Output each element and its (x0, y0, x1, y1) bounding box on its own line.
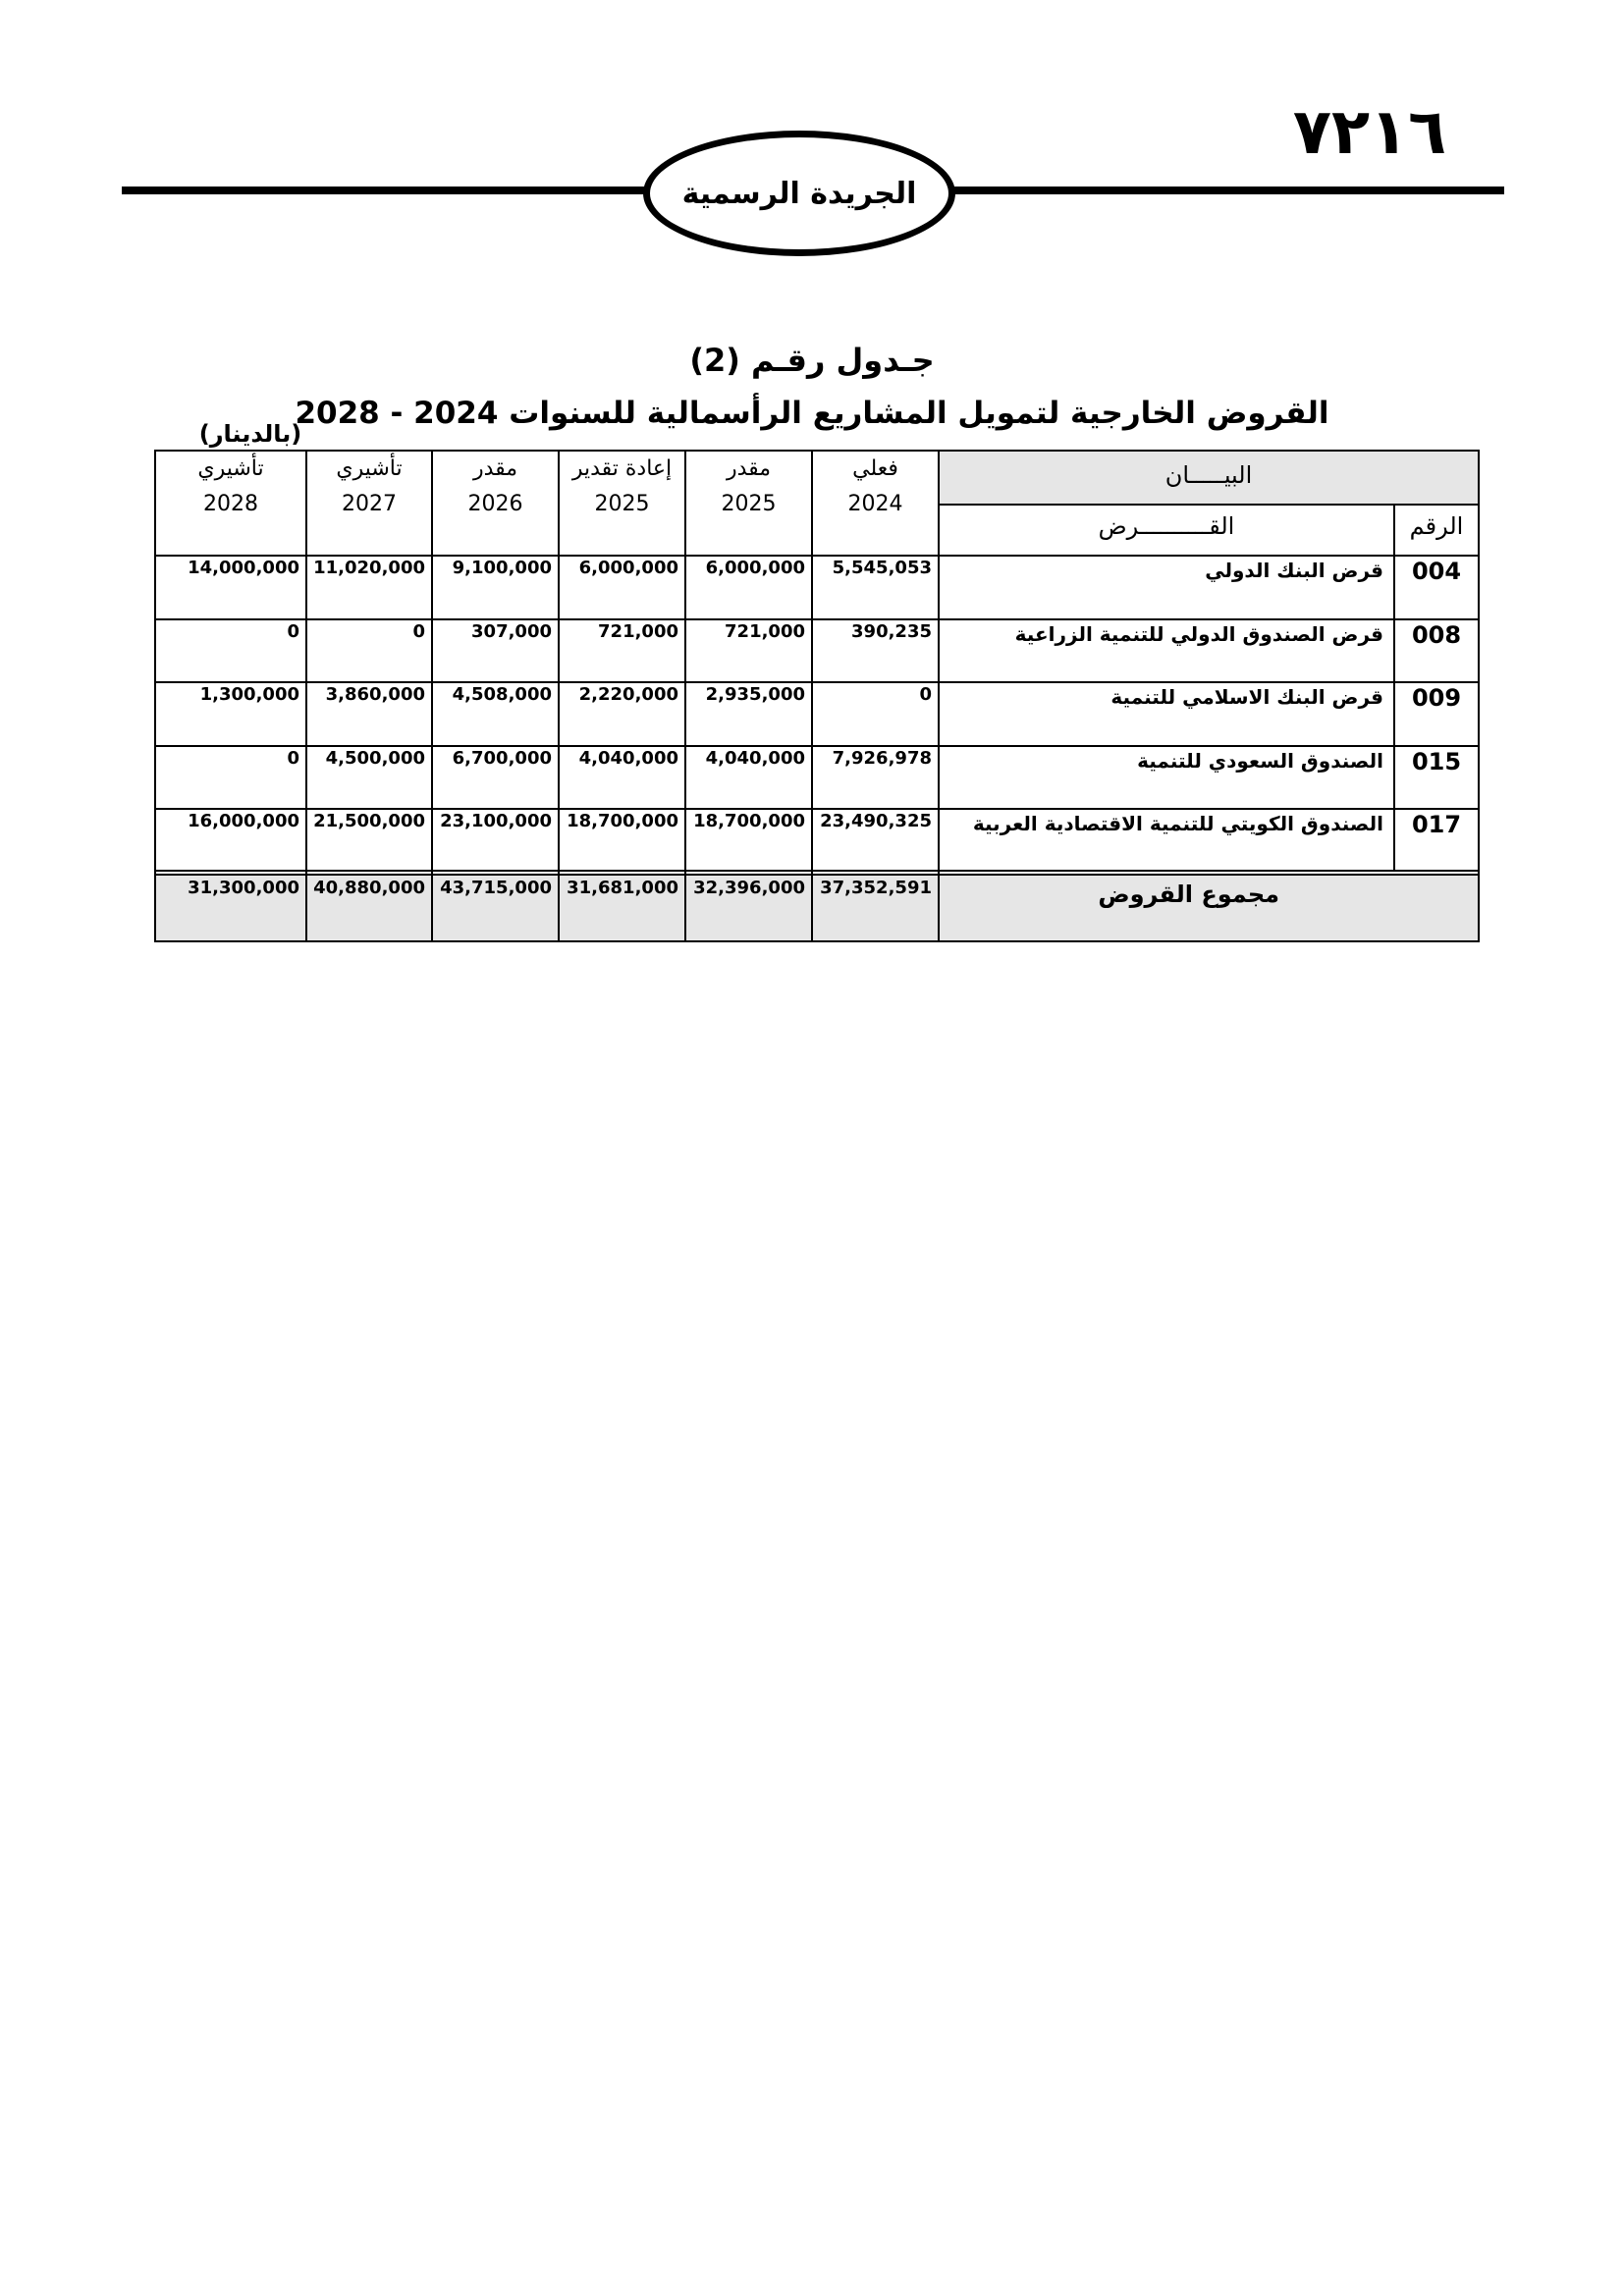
loan-header: القــــــــــرض (1098, 512, 1235, 540)
value-2026: 4,508,000 (452, 684, 552, 705)
value-2025-est: 6,000,000 (705, 558, 805, 578)
loan-code: 017 (1411, 811, 1462, 838)
value-2025-est: 721,000 (725, 621, 805, 642)
col-header-year: 2028 (203, 492, 258, 516)
loan-name: قرض الصندوق الدولي للتنمية الزراعية (1014, 622, 1383, 646)
statement-header: البيـــــان (1164, 461, 1253, 489)
total-divider (154, 870, 1480, 872)
header-divider (938, 504, 1480, 506)
col-header-year: 2025 (594, 492, 650, 516)
value-2028: 0 (287, 621, 299, 642)
value-2024: 23,490,325 (820, 811, 932, 831)
total-2024: 37,352,591 (820, 878, 932, 898)
total-2025-reest: 31,681,000 (567, 878, 678, 898)
value-2024: 5,545,053 (832, 558, 932, 578)
col-header-label: تأشيري (336, 456, 403, 481)
value-2026: 9,100,000 (452, 558, 552, 578)
value-2027: 0 (412, 621, 425, 642)
total-2027: 40,880,000 (313, 878, 425, 898)
loan-code: 009 (1411, 684, 1462, 712)
value-2028: 1,300,000 (199, 684, 299, 705)
value-2025-est: 18,700,000 (693, 811, 805, 831)
row-divider (154, 681, 1480, 683)
col-header-year: 2027 (342, 492, 397, 516)
loan-name: قرض البنك الدولي (1205, 559, 1383, 582)
value-2024: 0 (919, 684, 932, 705)
gazette-name: الجريدة الرسمية (681, 176, 917, 211)
value-2025-est: 2,935,000 (705, 684, 805, 705)
col-header-label: إعادة تقدير (571, 456, 673, 481)
loan-name: قرض البنك الاسلامي للتنمية (1110, 685, 1383, 709)
table-border-top (154, 450, 1480, 452)
page-number: ٧٢١٦ (1292, 96, 1447, 169)
code-header: الرقم (1409, 512, 1464, 540)
value-2025-reest: 18,700,000 (567, 811, 678, 831)
value-2025-reest: 4,040,000 (578, 748, 678, 769)
value-2027: 21,500,000 (313, 811, 425, 831)
value-2027: 3,860,000 (325, 684, 425, 705)
row-divider (154, 745, 1480, 747)
table-subtitle: القروض الخارجية لتمويل المشاريع الرأسمالية للسنوات 2024 - 2028 (295, 396, 1329, 431)
gazette-name-oval (643, 131, 955, 256)
value-2025-est: 4,040,000 (705, 748, 805, 769)
table-border-bottom (154, 940, 1480, 942)
table-border-right (1478, 450, 1480, 942)
header-bottom (154, 555, 1480, 557)
col-header-year: 2024 (847, 492, 903, 516)
col-header-year: 2025 (721, 492, 777, 516)
total-divider-inner (154, 874, 1480, 876)
value-2026: 307,000 (471, 621, 552, 642)
row-divider (154, 808, 1480, 810)
value-2027: 4,500,000 (325, 748, 425, 769)
value-2028: 16,000,000 (188, 811, 299, 831)
value-2028: 0 (287, 748, 299, 769)
col-header-label: مقدر (726, 456, 772, 481)
value-2025-reest: 6,000,000 (578, 558, 678, 578)
total-2025-est: 32,396,000 (693, 878, 805, 898)
value-2024: 7,926,978 (832, 748, 932, 769)
loan-code: 004 (1411, 558, 1462, 585)
value-2027: 11,020,000 (313, 558, 425, 578)
col-header-label: تأشيري (197, 456, 264, 481)
loan-code: 008 (1411, 621, 1462, 649)
loan-code: 015 (1411, 748, 1462, 775)
loan-name: الصندوق السعودي للتنمية (1137, 749, 1383, 773)
value-2026: 23,100,000 (440, 811, 552, 831)
value-2028: 14,000,000 (188, 558, 299, 578)
value-2024: 390,235 (851, 621, 932, 642)
unit-label: (بالدينار) (198, 420, 302, 448)
value-2025-reest: 2,220,000 (578, 684, 678, 705)
col-header-label: مقدر (472, 456, 518, 481)
total-label: مجموع القروض (1098, 881, 1279, 908)
loan-name: الصندوق الكويتي للتنمية الاقتصادية العربية (972, 812, 1383, 835)
row-divider (154, 618, 1480, 620)
loans-table (154, 450, 1480, 942)
col-header-year: 2026 (467, 492, 523, 516)
total-2028: 31,300,000 (188, 878, 299, 898)
col-header-label: فعلي (852, 456, 898, 481)
value-2026: 6,700,000 (452, 748, 552, 769)
value-2025-reest: 721,000 (598, 621, 678, 642)
total-2026: 43,715,000 (440, 878, 552, 898)
table-title: جـدول رقـم (2) (689, 342, 935, 379)
